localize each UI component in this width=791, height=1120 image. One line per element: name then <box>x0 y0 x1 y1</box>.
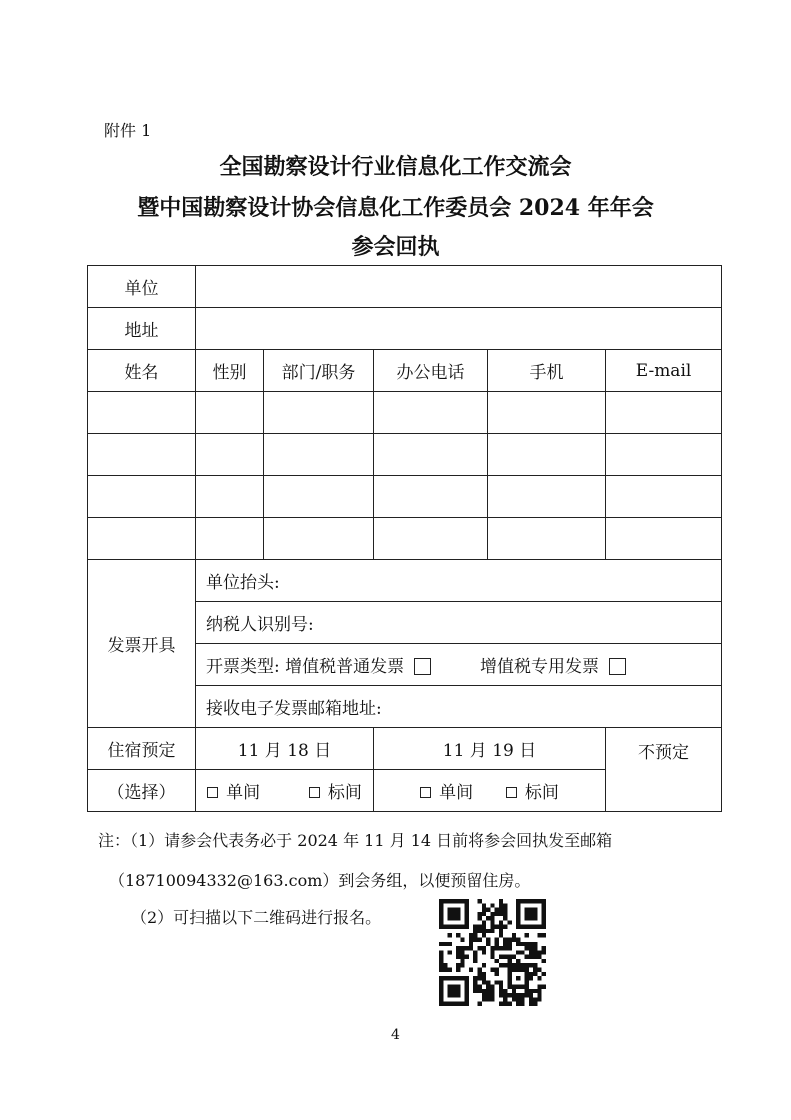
single-room-option[interactable]: 单间 <box>420 778 473 803</box>
invoice-title-field[interactable]: 单位抬头: <box>196 560 722 602</box>
column-header-department: 部门/职务 <box>264 350 374 392</box>
table-cell[interactable] <box>264 518 374 560</box>
column-header-office-phone: 办公电话 <box>374 350 488 392</box>
unit-label: 单位 <box>88 266 196 308</box>
table-row <box>88 434 722 476</box>
table-cell[interactable] <box>264 434 374 476</box>
invoice-normal-label: 增值税普通发票 <box>285 657 405 677</box>
standard-room-checkbox[interactable] <box>309 787 320 798</box>
no-booking-option[interactable]: 不预定 <box>606 728 722 812</box>
lodging-label: 住宿预定 <box>88 728 196 770</box>
table-cell[interactable] <box>488 434 606 476</box>
page-title-line2: 暨中国勘察设计协会信息化工作委员会 2024 年年会 <box>137 195 654 221</box>
table-cell[interactable] <box>264 392 374 434</box>
taxpayer-id-field[interactable]: 纳税人识别号: <box>196 602 722 644</box>
lodging-select-hint: （选择） <box>88 770 196 812</box>
lodging-options-nov-18 <box>196 770 374 812</box>
table-cell[interactable] <box>488 392 606 434</box>
lodging-options-nov-19 <box>374 770 606 812</box>
table-cell[interactable] <box>374 518 488 560</box>
table-cell[interactable] <box>196 434 264 476</box>
table-cell[interactable] <box>196 518 264 560</box>
single-room-option[interactable]: 单间 <box>207 778 260 803</box>
table-cell[interactable] <box>264 476 374 518</box>
column-header-name: 姓名 <box>88 350 196 392</box>
table-cell[interactable] <box>374 476 488 518</box>
table-cell[interactable] <box>196 392 264 434</box>
single-room-checkbox[interactable] <box>207 787 218 798</box>
page-title-line3: 参会回执 <box>351 234 440 260</box>
standard-room-option[interactable]: 标间 <box>506 778 559 803</box>
date-nov-19: 11 月 19 日 <box>374 728 606 770</box>
table-cell[interactable] <box>88 392 196 434</box>
table-cell[interactable] <box>196 476 264 518</box>
single-room-checkbox[interactable] <box>420 787 431 798</box>
table-row <box>88 476 722 518</box>
invoice-special-label: 增值税专用发票 <box>479 657 599 677</box>
table-cell[interactable] <box>88 476 196 518</box>
table-row <box>88 518 722 560</box>
page-title-line1: 全国勘察设计行业信息化工作交流会 <box>219 154 572 180</box>
table-cell[interactable] <box>606 392 722 434</box>
invoice-type-row <box>196 644 722 686</box>
page-number: 4 <box>391 1027 400 1043</box>
date-nov-18: 11 月 18 日 <box>196 728 374 770</box>
table-cell[interactable] <box>606 476 722 518</box>
table-cell[interactable] <box>374 434 488 476</box>
invoice-email-field[interactable]: 接收电子发票邮箱地址: <box>196 686 722 728</box>
table-cell[interactable] <box>606 434 722 476</box>
address-input[interactable] <box>196 308 722 350</box>
table-cell[interactable] <box>88 434 196 476</box>
standard-room-option[interactable]: 标间 <box>309 778 362 803</box>
attachment-label: 附件 1 <box>104 121 152 140</box>
table-row <box>88 392 722 434</box>
invoice-special-checkbox[interactable] <box>609 658 626 675</box>
registration-form <box>87 265 722 812</box>
invoice-label: 发票开具 <box>88 560 196 728</box>
table-cell[interactable] <box>606 518 722 560</box>
standard-room-checkbox[interactable] <box>506 787 517 798</box>
invoice-type-label: 开票类型: <box>206 657 280 677</box>
column-header-gender: 性别 <box>196 350 264 392</box>
table-cell[interactable] <box>488 476 606 518</box>
note-line1: 注：（1）请参会代表务必于 2024 年 11 月 14 日前将参会回执发至邮箱 <box>98 831 613 850</box>
unit-input[interactable] <box>196 266 722 308</box>
column-header-email: E-mail <box>606 350 722 392</box>
invoice-normal-checkbox[interactable] <box>414 658 431 675</box>
header-row <box>88 350 722 392</box>
note-line3: （2）可扫描以下二维码进行报名。 <box>131 908 382 927</box>
qr-code-icon[interactable] <box>439 899 546 1006</box>
column-header-mobile: 手机 <box>488 350 606 392</box>
table-cell[interactable] <box>488 518 606 560</box>
note-line2: （18710094332@163.com）到会务组，以便预留住房。 <box>109 871 531 890</box>
table-cell[interactable] <box>88 518 196 560</box>
table-cell[interactable] <box>374 392 488 434</box>
address-label: 地址 <box>88 308 196 350</box>
